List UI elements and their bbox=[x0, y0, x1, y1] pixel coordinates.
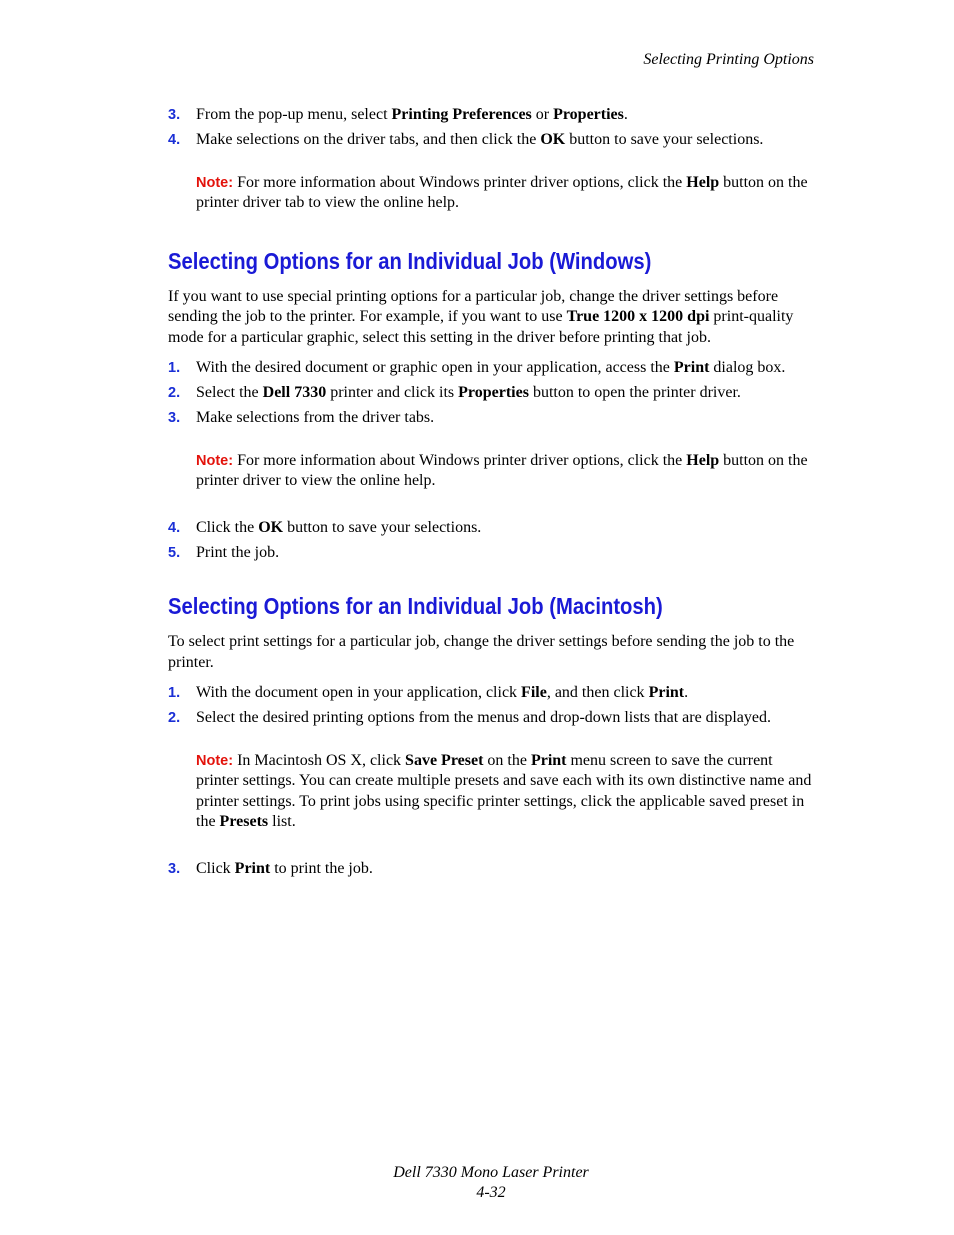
step-number: 3. bbox=[168, 410, 181, 426]
footer-page-number: 4-32 bbox=[476, 1184, 506, 1201]
step-4-top: 4. Make selections on the driver tabs, and then click the OK button to save your selections. bbox=[168, 130, 813, 151]
windows-step-5: 5. Print the job. bbox=[168, 543, 813, 564]
heading-windows: Selecting Options for an Individual Job (Windows) bbox=[168, 247, 652, 274]
windows-step-1: 1. With the desired document or graphic open in your application, access the Print dialog box. bbox=[168, 358, 813, 379]
intro-macintosh: To select print settings for a particular job, change the driver settings before sending the job to the printer. bbox=[168, 633, 795, 671]
step-number: 1. bbox=[168, 685, 181, 701]
intro-windows: If you want to use special printing options for a particular job, change the driver settings before sending the job to the printer. For example, if you want to use True 1200 x 1200 dpi print-quality mode for a particular graphic, select this setting in the driver before printing that job. bbox=[168, 287, 794, 346]
step-number: 3. bbox=[168, 860, 181, 877]
windows-step-3: 3. Make selections from the driver tabs. bbox=[168, 408, 813, 429]
heading-macintosh: Selecting Options for an Individual Job (Macintosh) bbox=[168, 593, 663, 619]
note-driver-options: Note: For more information about Windows printer driver options, click the Help button on the printer driver tab to view the online help. bbox=[196, 173, 808, 211]
mac-step-2: 2. Select the desired printing options from the menus and drop-down lists that are displayed. bbox=[168, 708, 813, 729]
note-windows: Note: For more information about Windows printer driver options, click the Help button on the printer driver to view the online help. bbox=[196, 451, 808, 489]
step-number: 4. bbox=[168, 132, 181, 148]
windows-step-2: 2. Select the Dell 7330 printer and click its Properties button to open the printer driver. bbox=[168, 383, 813, 404]
page-content bbox=[168, 105, 813, 884]
mac-step-1: 1. With the document open in your application, click File, and then click Print. bbox=[168, 683, 813, 704]
page-footer bbox=[0, 1163, 954, 1203]
windows-step-4: 4. Click the OK button to save your selections. bbox=[168, 518, 813, 539]
step-number: 5. bbox=[168, 544, 181, 561]
step-number: 4. bbox=[168, 519, 181, 536]
step-number: 2. bbox=[168, 385, 181, 401]
mac-step-3: 3. Click Print to print the job. bbox=[168, 859, 813, 880]
step-number: 1. bbox=[168, 360, 181, 376]
note-macintosh: Note: In Macintosh OS X, click Save Preset on the Print menu screen to save the current printer settings. You can create multiple presets and save each with its own distinctive name and printer settings. To print jobs using specific printer settings, click the applicable saved preset in the Presets list. bbox=[196, 751, 812, 830]
running-header: Selecting Printing Options bbox=[643, 51, 814, 68]
footer-product: Dell 7330 Mono Laser Printer bbox=[393, 1164, 589, 1181]
step-number: 3. bbox=[168, 107, 181, 123]
step-3-top: 3. From the pop-up menu, select Printing Preferences or Properties. bbox=[168, 105, 813, 126]
step-number: 2. bbox=[168, 710, 181, 726]
